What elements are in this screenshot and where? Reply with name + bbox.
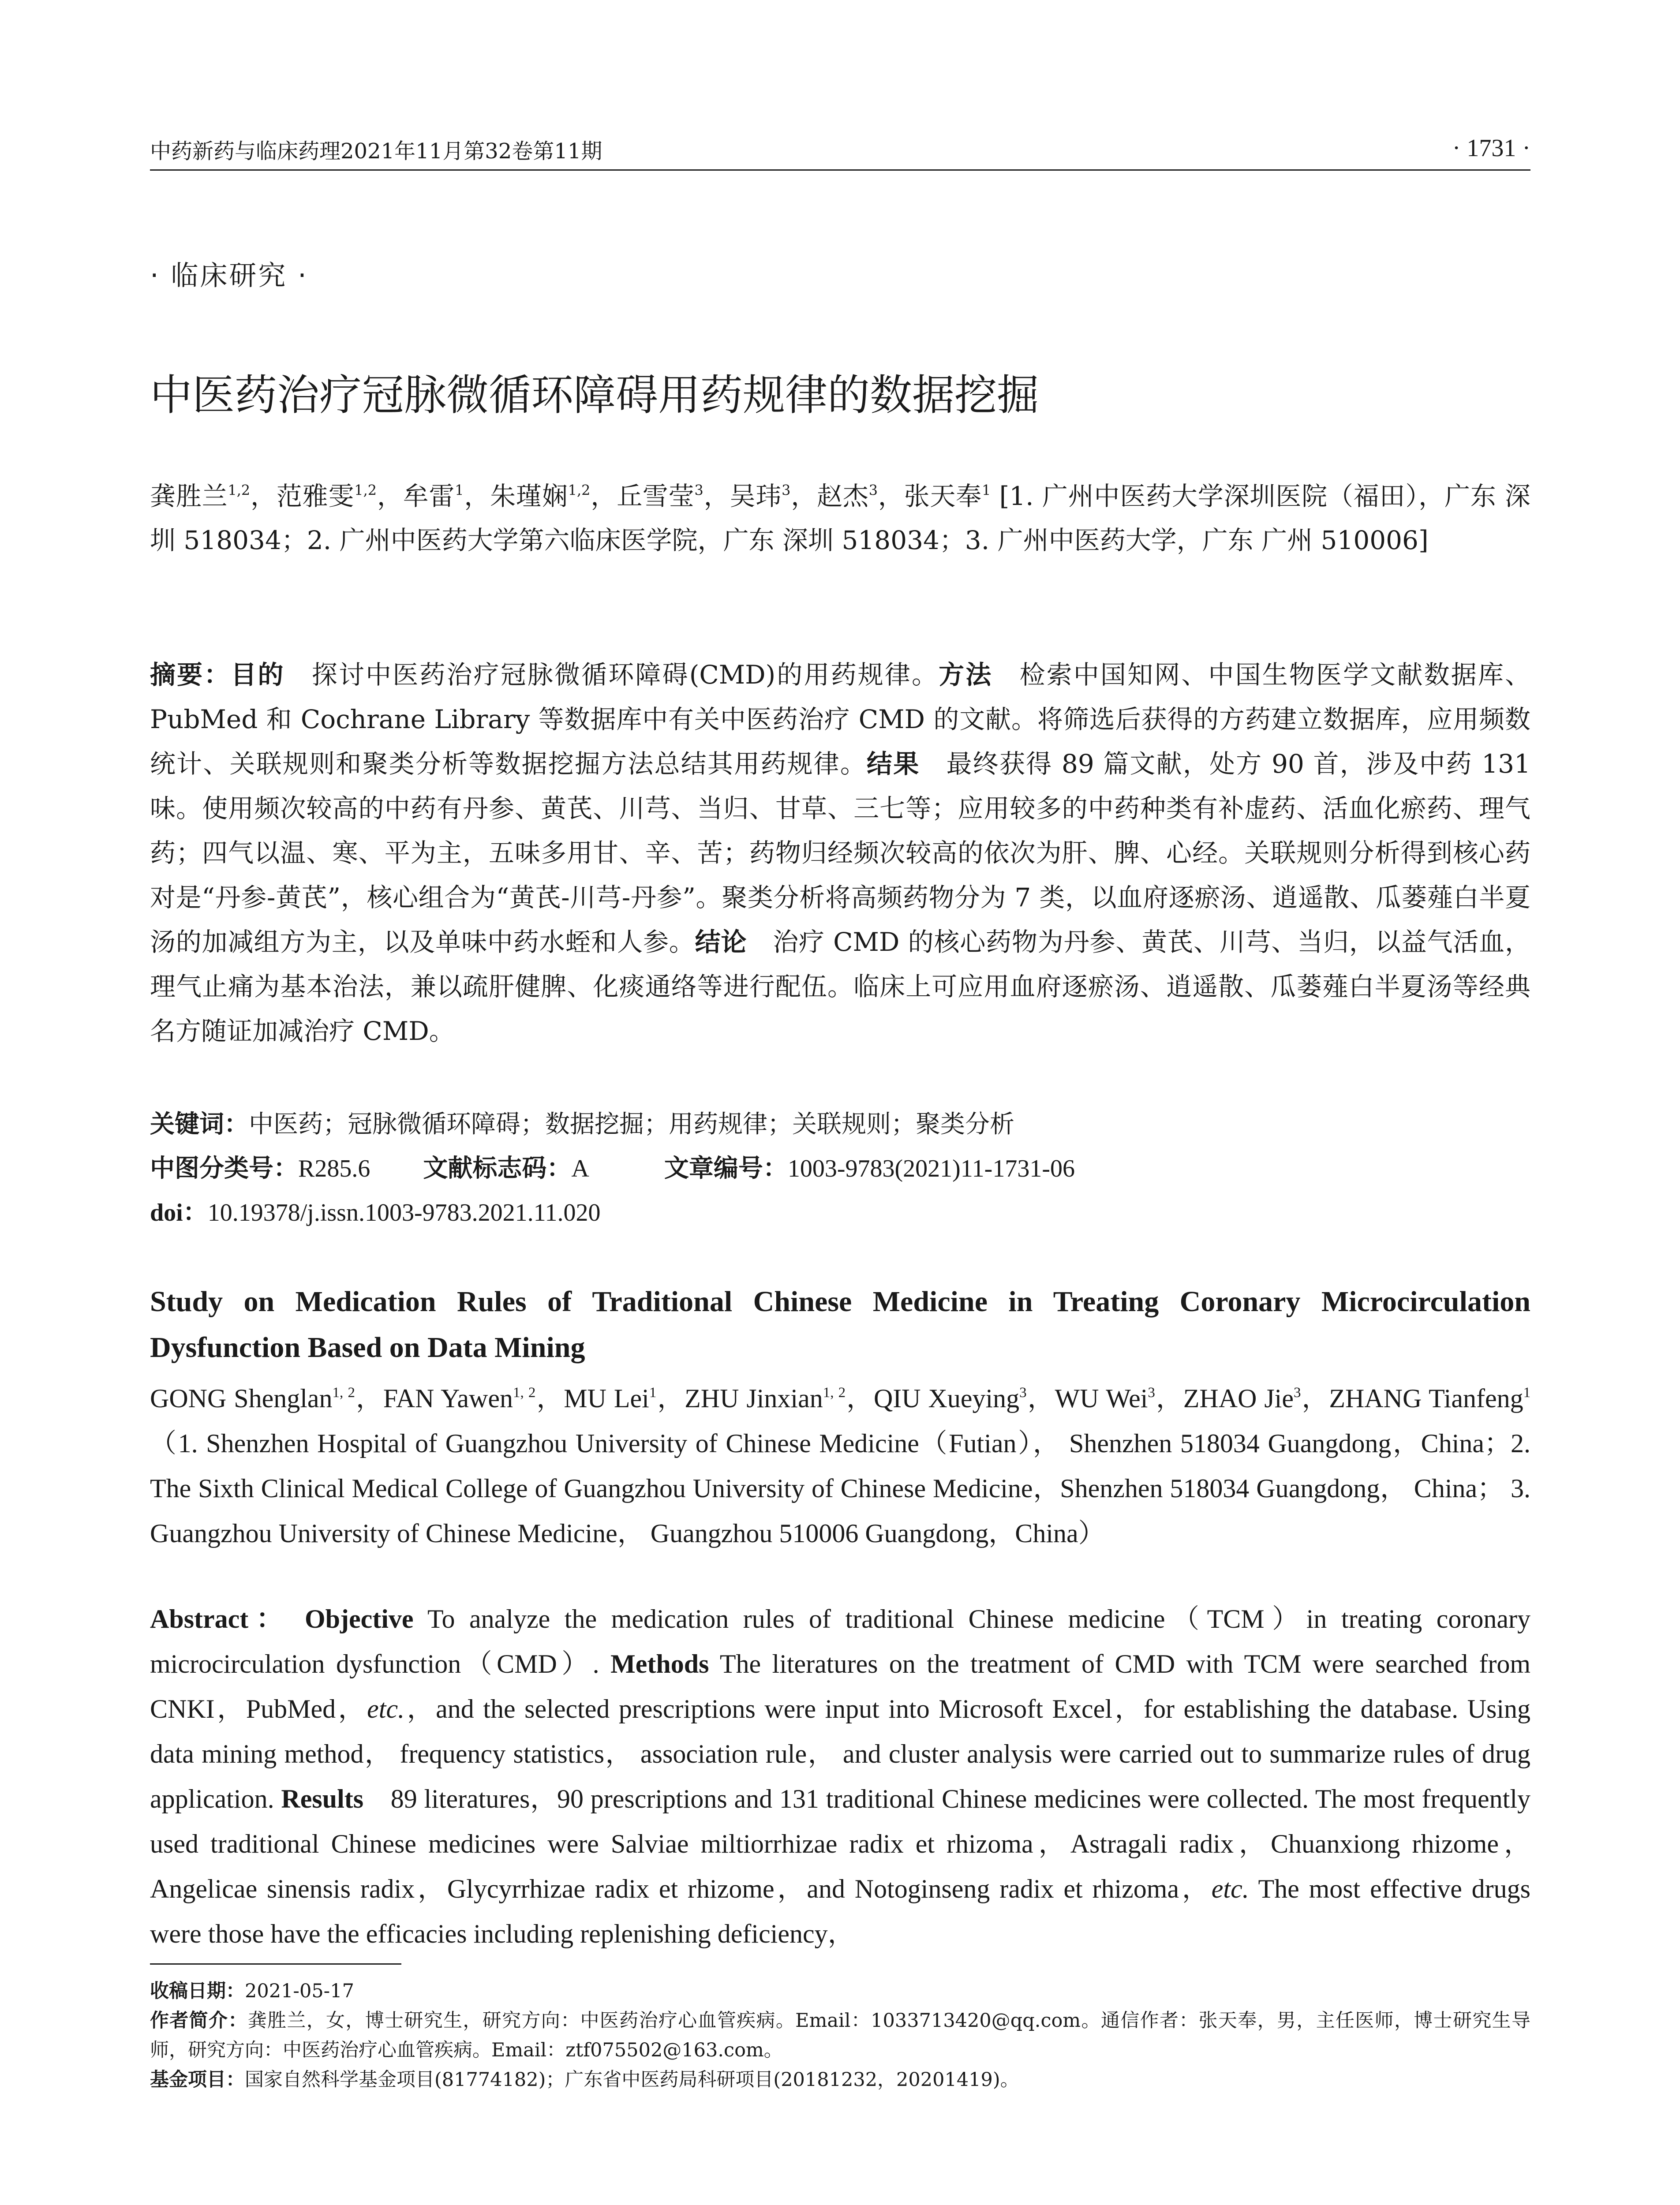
doi-line (150, 1193, 601, 1228)
author-name: 赵杰 (817, 481, 869, 511)
conclusion-text: 治疗 CMD 的核心药物为丹参、黄芪、川芎、当归，以益气活血，理气止痛为基本治法，兼以疏肝健脾、化痰通络等进行配伍。临床上可应用血府逐瘀汤、逍遥散、瓜蒌薤白半夏汤等经典名方随证加减治疗 CMD。 (150, 927, 1530, 1046)
english-title: Study on Medication Rules of Traditional Chinese Medicine in Treating Coronary Microcirculation Dysfunction Based on Data Mining (150, 1286, 1530, 1364)
methods-label: 方法 (939, 660, 993, 690)
author-bio-label: 作者简介： (150, 2010, 248, 2032)
author-name: 吴玮 (730, 481, 782, 511)
classification-line (150, 1149, 1075, 1184)
results-text-en: 89 literatures，90 prescriptions and 131 traditional Chinese medicines were collected. The most frequently used traditional Chinese medicines were Salviae miltiorrhizae radix et rhizoma，Astragali radix，Chuanxiong rhizome，Angelicae sinensis radix，Glycyrrhizae radix et rhizome，and Notoginseng radix et rhizoma， (150, 1784, 1531, 1903)
author-affiliation-mark: 3 (1019, 1384, 1027, 1401)
author-affiliation-mark: 1 (982, 482, 991, 499)
author-affiliation-mark: 3 (694, 482, 703, 499)
author-affiliation-mark: 1, 2 (332, 1384, 355, 1401)
methods-text-en: The literatures on the treatment of CMD with TCM were searched from CNKI，PubMed， (150, 1649, 1530, 1723)
running-header (150, 129, 1530, 171)
affiliations-en: （1. Shenzhen Hospital of Guangzhou University of Chinese Medicine（Futian）， Shenzhen 518034 Guangdong，China；2. The Sixth Clinical Medical College of Guangzhou University of Chinese Medicine，Shenzhen 518034 Guangdong， China； 3. Guangzhou University of Chinese Medicine， Guangzhou 510006 Guangdong，China） (150, 1429, 1530, 1548)
author-affiliation-mark: 3 (868, 482, 878, 499)
abstract-cn (150, 653, 1530, 1054)
author-affiliation-mark: 1, 2 (513, 1384, 536, 1401)
author-affiliation-mark: 1 (1523, 1384, 1531, 1401)
author-name: QIU Xueying (873, 1384, 1020, 1413)
methods-text-en-cont: ，and the selected prescriptions were input into Microsoft Excel，for establishing the database. Using data mining method， frequency statistics， association rule， and cluster analysis were carried out to summarize rules of drug application. (150, 1694, 1530, 1813)
doc-code-label: 文献标志码： (423, 1154, 572, 1183)
received-label: 收稿日期： (150, 1980, 245, 2002)
author-affiliation-mark: 3 (1148, 1384, 1155, 1401)
funding-label: 基金项目： (150, 2069, 245, 2091)
footnote-rule (150, 1963, 401, 1965)
etc-abbrev: etc. (367, 1694, 405, 1723)
author-name: 范雅雯 (276, 481, 355, 511)
methods-label-en: Methods (610, 1649, 709, 1678)
results-text: 最终获得 89 篇文献，处方 90 首，涉及中药 131 味。使用频次较高的中药有丹参、黄芪、川芎、当归、甘草、三七等；应用较多的中药种类有补虚药、活血化瘀药、理气药；四气以温、寒、平为主，五味多用甘、辛、苦；药物归经频次较高的依次为肝、脾、心经。关联规则分析得到核心药对是“丹参-黄芪”，核心组合为“黄芪-川芎-丹参”。聚类分析将高频药物分为 7 类，以血府逐瘀汤、逍遥散、瓜蒌薤白半夏汤的加减组方为主，以及单味中药水蛭和人参。 (150, 749, 1530, 957)
author-affiliation-mark: 3 (782, 482, 791, 499)
keywords-label: 关键词： (150, 1110, 249, 1139)
etc-abbrev: etc. (1211, 1874, 1249, 1903)
author-name: 张天奉 (904, 481, 982, 511)
doc-code-value: A (571, 1155, 589, 1182)
author-affiliation-mark: 1 (649, 1384, 657, 1401)
received-value: 2021-05-17 (245, 1980, 354, 2002)
affiliations-cn: [1. 广州中医药大学深圳医院（福田），广东 深圳 518034；2. 广州中医药大学第六临床医学院，广东 深圳 518034；3. 广州中医药大学，广东 广州 510006] (150, 481, 1530, 555)
author-name: 丘雪莹 (617, 481, 695, 511)
article-number-value: 1003-9783(2021)11-1731-06 (787, 1155, 1075, 1182)
author-name: ZHAO Jie (1183, 1384, 1294, 1413)
article-number-label: 文章编号： (664, 1154, 788, 1183)
author-bio-value: 龚胜兰，女，博士研究生，研究方向：中医药治疗心血管疾病。Email：1033713420@qq.com。通信作者：张天奉，男，主任医师，博士研究生导师，研究方向：中医药治疗心血管疾病。Email：ztf075502@163.com。 (150, 2010, 1530, 2061)
page-number: · 1731 · (1452, 135, 1530, 162)
author-affiliation-mark: 1, 2 (823, 1384, 846, 1401)
objective-label: 目的 (231, 660, 285, 690)
objective-text: 探讨中医药治疗冠脉微循环障碍(CMD)的用药规律。 (311, 660, 939, 690)
objective-text-en: To analyze the medication rules of traditional Chinese medicine（TCM）in treating coronary microcirculation dysfunction（CMD）. (150, 1604, 1530, 1678)
author-name: 龚胜兰 (150, 481, 228, 511)
author-affiliation-mark: 1 (455, 482, 464, 499)
abstract-en (150, 1596, 1530, 1956)
results-label: 结果 (867, 749, 920, 779)
author-list-en: GONG Shenglan$^{1, 2}$，FAN Yawen$^{1, 2}$，MU Lei$^1$，ZHU Jinxian$^{1, 2}$，QIU Xueying$^3$，WU Wei$^3$，ZHAO Jie$^3$，ZHANG Tianfeng$^1$（1. Shenzhen Hospital of Guangzhou University of Chinese Medicine（Futian）， Shenzhen 518034 Guangdong，China；2. The Sixth Clinical Medical College of Guangzhou University of Chinese Medicine，Shenzhen 518034 Guangdong， China； 3. Guangzhou University of Chinese Medicine， Guangzhou 510006 Guangdong，China） (150, 1384, 1531, 1548)
clc-value: R285.6 (298, 1155, 370, 1182)
doi-label: doi： (150, 1199, 208, 1226)
author-name: ZHANG Tianfeng (1329, 1384, 1523, 1413)
objective-label-en: Objective (304, 1604, 414, 1633)
author-affiliation-mark: 1,2 (228, 482, 251, 499)
received-date (150, 1977, 1530, 2006)
author-list-cn: 龚胜兰$^{1,2}$，范雅雯$^{1,2}$，牟雷$^1$，朱瑾娴$^{1,2}$，丘雪莹$^3$，吴玮$^3$，赵杰$^3$，张天奉$^1$ [1. 广州中医药大学深圳医院（福田），广东 深圳 518034；2. 广州中医药大学第六临床医学院，广东 深圳 518034；3. 广州中医药大学，广东 广州 510006] (150, 481, 1530, 555)
methods-text: 检索中国知网、中国生物医学文献数据库、PubMed 和 Cochrane Library 等数据库中有关中医药治疗 CMD 的文献。将筛选后获得的方药建立数据库，应用频数统计、关联规则和聚类分析等数据挖掘方法总结其用药规律。 (150, 660, 1530, 779)
author-name: MU Lei (564, 1384, 649, 1413)
author-bio (150, 2006, 1530, 2065)
funding (150, 2065, 1530, 2095)
keywords-value: 中医药；冠脉微循环障碍；数据挖掘；用药规律；关联规则；聚类分析 (249, 1110, 1014, 1139)
author-name: 朱瑾娴 (490, 481, 568, 511)
results-label-en: Results (281, 1784, 364, 1813)
journal-citation: 中药新药与临床药理2021年11月第32卷第11期 (150, 139, 602, 164)
author-affiliation-mark: 3 (1293, 1384, 1301, 1401)
abstract-label-en: Abstract： (150, 1604, 291, 1633)
keywords-line (150, 1105, 1014, 1140)
funding-value: 国家自然科学基金项目(81774182)；广东省中医药局科研项目(20181232，20201419)。 (245, 2069, 1019, 2091)
doi-value[interactable]: 10.19378/j.issn.1003-9783.2021.11.020 (207, 1199, 601, 1226)
author-name: WU Wei (1055, 1384, 1148, 1413)
author-affiliation-mark: 1,2 (354, 482, 377, 499)
author-name: ZHU Jinxian (685, 1384, 823, 1413)
footnotes (150, 1977, 1530, 2095)
author-name: 牟雷 (403, 481, 455, 511)
conclusion-label: 结论 (695, 927, 747, 957)
results-text-en-cont: The most effective drugs were those have the efficacies including replenishing deficiency， (150, 1874, 1530, 1948)
article-title: 中医药治疗冠脉微循环障碍用药规律的数据挖掘 (150, 370, 1039, 420)
author-name: FAN Yawen (383, 1384, 513, 1413)
author-name: GONG Shenglan (150, 1384, 333, 1413)
section-label: · 临床研究 · (150, 259, 308, 292)
clc-label: 中图分类号： (150, 1154, 298, 1183)
author-affiliation-mark: 1,2 (568, 482, 591, 499)
abstract-label: 摘要： (150, 660, 231, 690)
